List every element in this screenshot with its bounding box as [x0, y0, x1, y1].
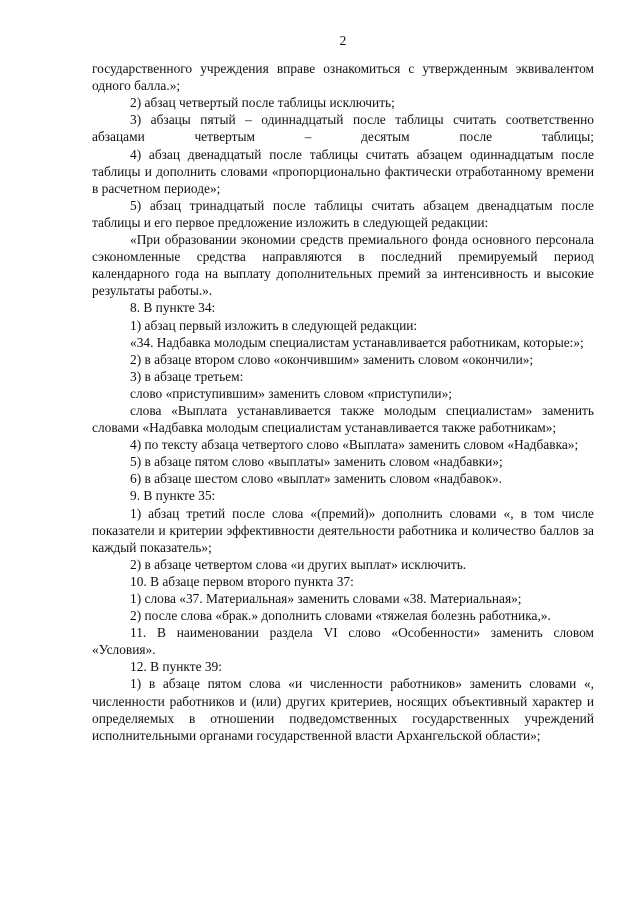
- document-body: [92, 60, 594, 744]
- paragraph: 2) абзац четвертый после таблицы исключить;: [130, 95, 395, 111]
- paragraph: 4) абзац двенадцатый после таблицы считать абзацем одиннадцатым после таблицы и дополнить словами «пропорционально фактически отработанному времени в расчетном периоде»;: [92, 146, 594, 196]
- paragraph: 5) в абзаце пятом слово «выплаты» заменить словом «надбавки»;: [130, 454, 503, 470]
- paragraph: 12. В пункте 39:: [130, 659, 222, 675]
- paragraph: 1) слова «37. Материальная» заменить словами «38. Материальная»;: [130, 591, 522, 606]
- paragraph: 2) после слова «брак.» дополнить словами «тяжелая болезнь работника,».: [130, 608, 551, 624]
- paragraph: 10. В абзаце первом второго пункта 37:: [130, 573, 354, 589]
- paragraph: 3) в абзаце третьем:: [130, 368, 244, 384]
- paragraph: 3) абзацы пятый – одиннадцатый после таблицы считать соответственно абзацами четвертым – десятым после таблицы;: [92, 112, 594, 145]
- paragraph: 2) в абзаце четвертом слова «и других выплат» исключить.: [130, 556, 467, 572]
- paragraph: слова «Выплата устанавливается также молодым специалистам» заменить словами «Надбавка молодым специалистам устанавливается также работникам»;: [92, 402, 594, 436]
- paragraph: государственного учреждения вправе ознакомиться с утвержденным эквивалентом одного балла.»;: [92, 61, 594, 94]
- paragraph: 9. В пункте 35:: [130, 488, 216, 504]
- paragraph: 4) по тексту абзаца четвертого слово «Выплата» заменить словом «Надбавка»;: [130, 437, 579, 453]
- paragraph: 5) абзац тринадцатый после таблицы считать абзацем двенадцатым после таблицы и его первое предложение изложить в следующей редакции:: [92, 197, 594, 230]
- paragraph: 1) в абзаце пятом слова «и численности работников» заменить словами «, численности работников и (или) других критериев, носящих объективный характер и определяемых в отношении подведомственных государственных учреждений исполнительными органами государственной власти Архангельской области»;: [92, 676, 594, 743]
- paragraph: 1) абзац первый изложить в следующей редакции:: [130, 317, 418, 333]
- paragraph: 8. В пункте 34:: [130, 300, 216, 316]
- paragraph: слово «приступившим» заменить словом «приступили»;: [130, 385, 453, 401]
- paragraph: «При образовании экономии средств премиального фонда основного персонала сэкономленные средства направляются в последний премируемый период календарного года на выплату дополнительных премий за интенсивность и высокие результаты работы.».: [92, 232, 594, 299]
- page-number: 2: [339, 33, 347, 48]
- paragraph: 6) в абзаце шестом слово «выплат» заменить словом «надбавок».: [130, 471, 502, 487]
- paragraph: 1) абзац третий после слова «(премий)» дополнить словами «, в том числе показатели и критерии эффективности деятельности работника и количество баллов за каждый показатель»;: [92, 505, 594, 555]
- paragraph: «34. Надбавка молодым специалистам устанавливается работникам, которые:»;: [130, 334, 584, 350]
- paragraph: 2) в абзаце втором слово «окончившим» заменить словом «окончили»;: [130, 351, 534, 367]
- paragraph: 11. В наименовании раздела VI слово «Особенности» заменить словом «Условия».: [92, 625, 594, 658]
